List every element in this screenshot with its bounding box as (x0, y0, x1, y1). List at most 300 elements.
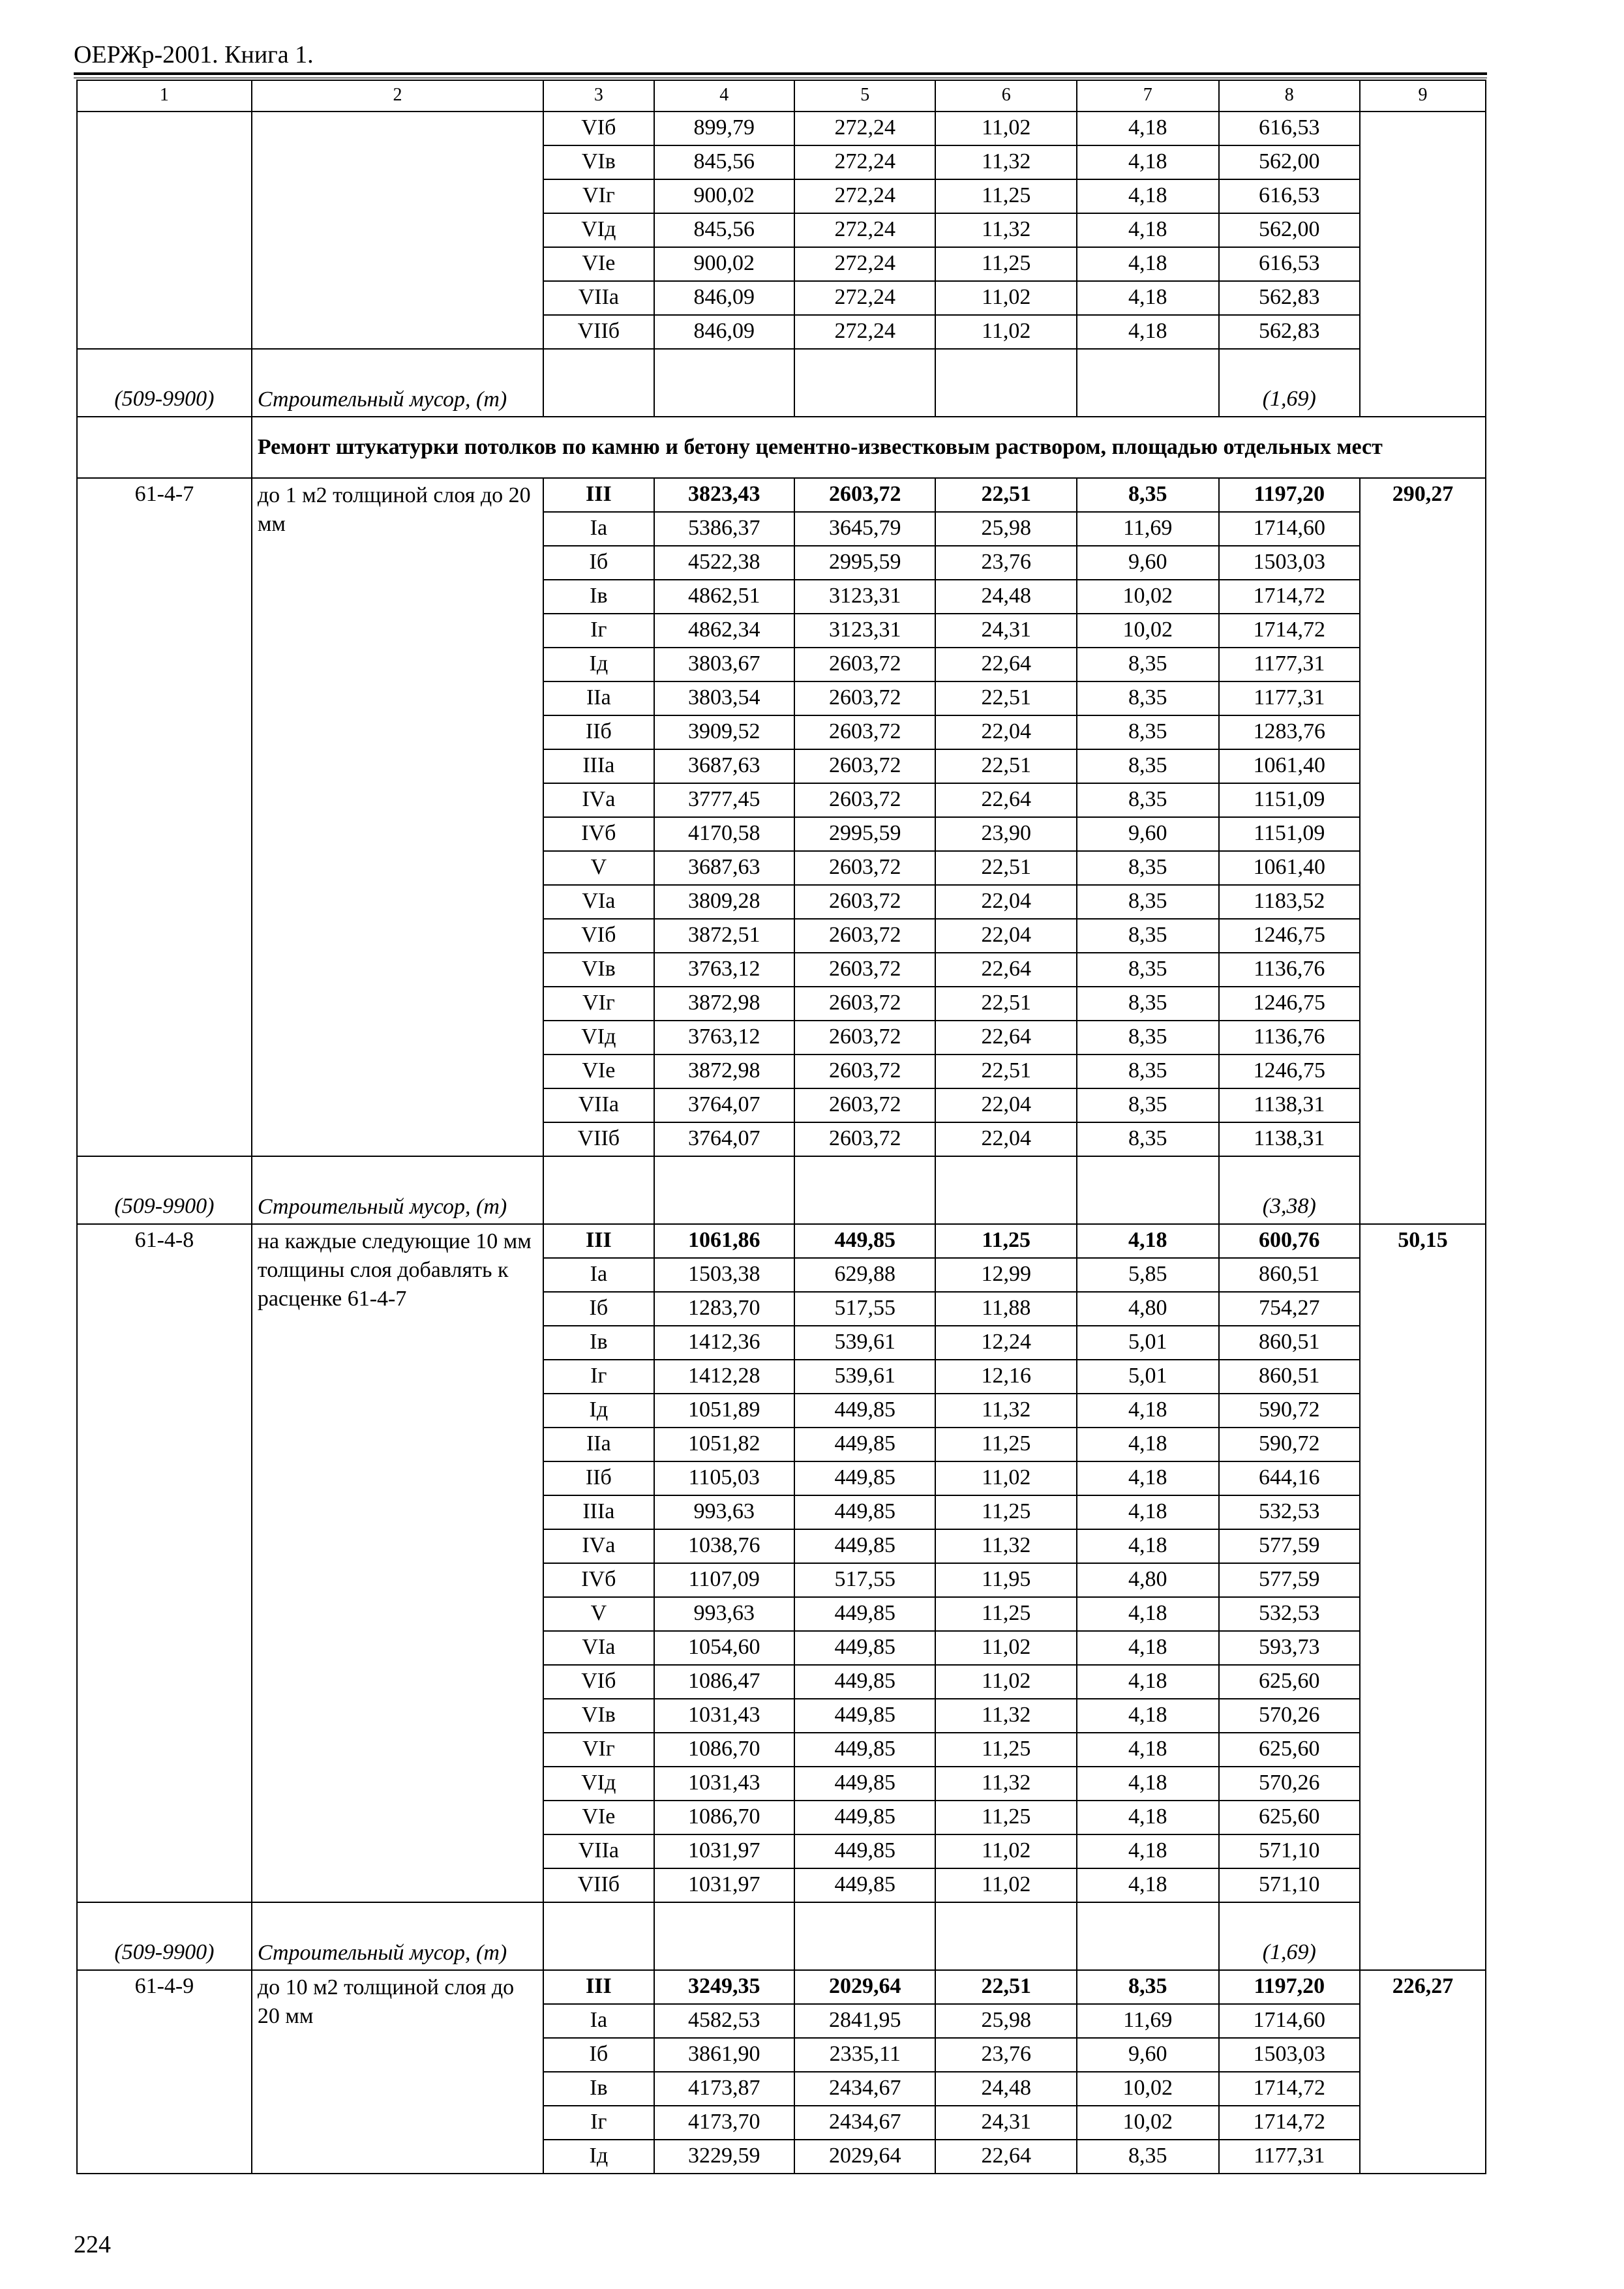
value-cell: 1151,09 (1219, 783, 1361, 817)
value-cell: 577,59 (1219, 1529, 1361, 1563)
value-cell: 3249,35 (654, 1970, 794, 2004)
empty-cell (1077, 1902, 1219, 1970)
value-cell: 1136,76 (1219, 1021, 1361, 1055)
value-cell: 4,18 (1077, 247, 1219, 281)
empty-cell (794, 1902, 936, 1970)
header-rule-thick (74, 72, 1487, 75)
value-cell: 1183,52 (1219, 885, 1361, 919)
value-cell: 600,76 (1219, 1224, 1361, 1258)
value-cell: 22,51 (935, 1970, 1077, 2004)
value-cell: 4522,38 (654, 546, 794, 580)
waste-row (77, 1156, 1486, 1224)
value-cell: 22,51 (935, 681, 1077, 715)
zone-cell: VIе (543, 1801, 654, 1834)
zone-cell: VIд (543, 1767, 654, 1801)
empty-cell (543, 349, 654, 417)
item-name: до 10 м2 толщиной слоя до 20 мм (252, 1970, 543, 2174)
value-cell: 4,18 (1077, 1767, 1219, 1801)
section-title: Ремонт штукатурки потолков по камню и бетону цементно-известковым раствором, площадью отдельных мест (252, 417, 1486, 478)
value-cell: 2603,72 (794, 1088, 936, 1122)
value-cell: 449,85 (794, 1461, 936, 1495)
value-cell: 449,85 (794, 1699, 936, 1733)
value-cell: 8,35 (1077, 478, 1219, 512)
value-cell: 4,18 (1077, 1699, 1219, 1733)
value-cell: 272,24 (794, 315, 936, 349)
value-cell: 11,02 (935, 281, 1077, 315)
zone-cell: VIе (543, 247, 654, 281)
value-cell: 11,25 (935, 1733, 1077, 1767)
value-cell: 4,18 (1077, 1665, 1219, 1699)
value-cell: 8,35 (1077, 1021, 1219, 1055)
value-cell: 4170,58 (654, 817, 794, 851)
value-cell: 2434,67 (794, 2106, 936, 2140)
value-cell: 625,60 (1219, 1733, 1361, 1767)
zone-cell: Iб (543, 1292, 654, 1326)
value-cell: 616,53 (1219, 179, 1361, 213)
table-row (77, 1970, 1486, 2004)
value-cell: 1086,47 (654, 1665, 794, 1699)
value-cell: 11,88 (935, 1292, 1077, 1326)
zone-cell: VIв (543, 145, 654, 179)
value-cell: 1031,43 (654, 1699, 794, 1733)
value-cell: 3823,43 (654, 478, 794, 512)
item-code: 61-4-9 (77, 1970, 252, 2174)
value-cell: 845,56 (654, 213, 794, 247)
value-cell: 11,32 (935, 1699, 1077, 1733)
value-cell: 22,51 (935, 478, 1077, 512)
value-cell: 3763,12 (654, 1021, 794, 1055)
value-cell: 532,53 (1219, 1597, 1361, 1631)
value-cell: 3777,45 (654, 783, 794, 817)
value-cell: 10,02 (1077, 2072, 1219, 2106)
value-cell: 1714,72 (1219, 580, 1361, 614)
value-cell: 3764,07 (654, 1122, 794, 1156)
zone-cell: Iа (543, 1258, 654, 1292)
zone-cell: V (543, 1597, 654, 1631)
value-cell: 4,18 (1077, 213, 1219, 247)
value-cell: 272,24 (794, 247, 936, 281)
value-cell: 1038,76 (654, 1529, 794, 1563)
zone-cell: IVб (543, 1563, 654, 1597)
value-cell: 1177,31 (1219, 2140, 1361, 2174)
value-cell: 3872,98 (654, 987, 794, 1021)
value-cell: 8,35 (1077, 1088, 1219, 1122)
col9-cell (1360, 112, 1486, 417)
value-cell: 4,18 (1077, 1868, 1219, 1902)
waste-code: (509-9900) (77, 1156, 252, 1224)
column-header: 3 (543, 80, 654, 112)
zone-cell: VIб (543, 112, 654, 145)
empty-cell (654, 349, 794, 417)
value-cell: 3809,28 (654, 885, 794, 919)
zone-cell: III (543, 478, 654, 512)
value-cell: 4,18 (1077, 315, 1219, 349)
value-cell: 449,85 (794, 1733, 936, 1767)
value-cell: 845,56 (654, 145, 794, 179)
value-cell: 1107,09 (654, 1563, 794, 1597)
value-cell: 11,02 (935, 315, 1077, 349)
empty-cell (1077, 1156, 1219, 1224)
name-cell (252, 112, 543, 349)
zone-cell: V (543, 851, 654, 885)
value-cell: 449,85 (794, 1834, 936, 1868)
zone-cell: III (543, 1970, 654, 2004)
empty-cell (794, 1156, 936, 1224)
value-cell: 4,18 (1077, 1801, 1219, 1834)
value-cell: 22,04 (935, 1088, 1077, 1122)
value-cell: 8,35 (1077, 1970, 1219, 2004)
value-cell: 3909,52 (654, 715, 794, 749)
document-header: ОЕРЖр-2001. Книга 1. (74, 41, 314, 68)
value-cell: 272,24 (794, 145, 936, 179)
value-cell: 1503,03 (1219, 546, 1361, 580)
value-cell: 22,64 (935, 953, 1077, 987)
value-cell: 22,04 (935, 1122, 1077, 1156)
value-cell: 2603,72 (794, 681, 936, 715)
value-cell: 11,32 (935, 1529, 1077, 1563)
value-cell: 449,85 (794, 1394, 936, 1428)
zone-cell: Iб (543, 546, 654, 580)
value-cell: 5,85 (1077, 1258, 1219, 1292)
value-cell: 571,10 (1219, 1868, 1361, 1902)
value-cell: 2603,72 (794, 783, 936, 817)
zone-cell: VIд (543, 213, 654, 247)
value-cell: 11,02 (935, 1834, 1077, 1868)
value-cell: 12,99 (935, 1258, 1077, 1292)
value-cell: 3645,79 (794, 512, 936, 546)
table-body (77, 80, 1486, 2174)
value-cell: 11,25 (935, 1801, 1077, 1834)
value-cell: 539,61 (794, 1360, 936, 1394)
value-cell: 4,80 (1077, 1563, 1219, 1597)
zone-cell: VIг (543, 987, 654, 1021)
value-cell: 2603,72 (794, 648, 936, 681)
value-cell: 10,02 (1077, 2106, 1219, 2140)
value-cell: 11,69 (1077, 2004, 1219, 2038)
value-cell: 22,64 (935, 783, 1077, 817)
zone-cell: Iб (543, 2038, 654, 2072)
value-cell: 4,18 (1077, 1394, 1219, 1428)
value-cell: 1177,31 (1219, 648, 1361, 681)
value-cell: 449,85 (794, 1597, 936, 1631)
value-cell: 2434,67 (794, 2072, 936, 2106)
value-cell: 2029,64 (794, 1970, 936, 2004)
value-cell: 1051,82 (654, 1428, 794, 1461)
value-cell: 562,00 (1219, 213, 1361, 247)
value-cell: 590,72 (1219, 1428, 1361, 1461)
item-col9: 226,27 (1360, 1970, 1486, 2174)
zone-cell: IIа (543, 1428, 654, 1461)
value-cell: 4,18 (1077, 1461, 1219, 1495)
value-cell: 449,85 (794, 1665, 936, 1699)
value-cell: 449,85 (794, 1631, 936, 1665)
value-cell: 24,48 (935, 2072, 1077, 2106)
zone-cell: Iд (543, 648, 654, 681)
value-cell: 4862,34 (654, 614, 794, 648)
value-cell: 900,02 (654, 247, 794, 281)
table-row (77, 1224, 1486, 1258)
value-cell: 2603,72 (794, 851, 936, 885)
value-cell: 3229,59 (654, 2140, 794, 2174)
zone-cell: III (543, 1224, 654, 1258)
value-cell: 1714,60 (1219, 2004, 1361, 2038)
zone-cell: VIIа (543, 1834, 654, 1868)
value-cell: 3123,31 (794, 614, 936, 648)
empty-cell (935, 1156, 1077, 1224)
zone-cell: VIг (543, 179, 654, 213)
zone-cell: VIв (543, 953, 654, 987)
item-col9: 50,15 (1360, 1224, 1486, 1970)
value-cell: 3803,67 (654, 648, 794, 681)
value-cell: 9,60 (1077, 2038, 1219, 2072)
value-cell: 1503,03 (1219, 2038, 1361, 2072)
item-col9: 290,27 (1360, 478, 1486, 1224)
zone-cell: IVа (543, 1529, 654, 1563)
value-cell: 22,51 (935, 1055, 1077, 1088)
value-cell: 1246,75 (1219, 987, 1361, 1021)
value-cell: 993,63 (654, 1597, 794, 1631)
value-cell: 4173,70 (654, 2106, 794, 2140)
value-cell: 616,53 (1219, 247, 1361, 281)
value-cell: 5,01 (1077, 1326, 1219, 1360)
zone-cell: IIб (543, 715, 654, 749)
value-cell: 1054,60 (654, 1631, 794, 1665)
value-cell: 3861,90 (654, 2038, 794, 2072)
value-cell: 5386,37 (654, 512, 794, 546)
zone-cell: IIб (543, 1461, 654, 1495)
value-cell: 571,10 (1219, 1834, 1361, 1868)
table-row (77, 478, 1486, 512)
value-cell: 562,83 (1219, 281, 1361, 315)
value-cell: 24,31 (935, 614, 1077, 648)
empty-cell (935, 349, 1077, 417)
value-cell: 1138,31 (1219, 1122, 1361, 1156)
section-row (77, 417, 1486, 478)
value-cell: 4173,87 (654, 2072, 794, 2106)
column-header-row (77, 80, 1486, 112)
value-cell: 12,24 (935, 1326, 1077, 1360)
zone-cell: VIIб (543, 1868, 654, 1902)
value-cell: 3872,98 (654, 1055, 794, 1088)
page-number: 224 (74, 2231, 111, 2258)
column-header: 4 (654, 80, 794, 112)
value-cell: 2603,72 (794, 1122, 936, 1156)
zone-cell: Iд (543, 1394, 654, 1428)
value-cell: 517,55 (794, 1292, 936, 1326)
value-cell: 11,02 (935, 1461, 1077, 1495)
empty-cell (794, 349, 936, 417)
value-cell: 860,51 (1219, 1360, 1361, 1394)
value-cell: 1714,72 (1219, 2106, 1361, 2140)
value-cell: 449,85 (794, 1767, 936, 1801)
value-cell: 25,98 (935, 2004, 1077, 2038)
value-cell: 562,00 (1219, 145, 1361, 179)
value-cell: 272,24 (794, 112, 936, 145)
column-header: 7 (1077, 80, 1219, 112)
value-cell: 11,32 (935, 145, 1077, 179)
value-cell: 11,25 (935, 179, 1077, 213)
value-cell: 10,02 (1077, 580, 1219, 614)
value-cell: 2603,72 (794, 919, 936, 953)
value-cell: 539,61 (794, 1326, 936, 1360)
value-cell: 5,01 (1077, 1360, 1219, 1394)
value-cell: 449,85 (794, 1801, 936, 1834)
value-cell: 23,90 (935, 817, 1077, 851)
value-cell: 11,69 (1077, 512, 1219, 546)
item-code: 61-4-8 (77, 1224, 252, 1902)
zone-cell: VIа (543, 1631, 654, 1665)
zone-cell: VIIа (543, 1088, 654, 1122)
value-cell: 1031,43 (654, 1767, 794, 1801)
zone-cell: VIб (543, 919, 654, 953)
value-cell: 577,59 (1219, 1563, 1361, 1597)
value-cell: 25,98 (935, 512, 1077, 546)
value-cell: 11,02 (935, 1631, 1077, 1665)
waste-name: Строительный мусор, (т) (252, 1156, 543, 1224)
value-cell: 562,83 (1219, 315, 1361, 349)
zone-cell: VIг (543, 1733, 654, 1767)
zone-cell: VIд (543, 1021, 654, 1055)
value-cell: 2603,72 (794, 1021, 936, 1055)
value-cell: 846,09 (654, 315, 794, 349)
value-cell: 4,18 (1077, 1733, 1219, 1767)
value-cell: 993,63 (654, 1495, 794, 1529)
value-cell: 4,18 (1077, 1224, 1219, 1258)
empty-cell (654, 1156, 794, 1224)
value-cell: 1246,75 (1219, 1055, 1361, 1088)
item-name: до 1 м2 толщиной слоя до 20 мм (252, 478, 543, 1156)
value-cell: 860,51 (1219, 1258, 1361, 1292)
zone-cell: Iг (543, 1360, 654, 1394)
value-cell: 4,18 (1077, 1631, 1219, 1665)
value-cell: 3763,12 (654, 953, 794, 987)
value-cell: 8,35 (1077, 851, 1219, 885)
value-cell: 4,18 (1077, 145, 1219, 179)
column-header: 1 (77, 80, 252, 112)
value-cell: 1283,76 (1219, 715, 1361, 749)
value-cell: 2335,11 (794, 2038, 936, 2072)
value-cell: 8,35 (1077, 953, 1219, 987)
value-cell: 570,26 (1219, 1699, 1361, 1733)
value-cell: 4,18 (1077, 1529, 1219, 1563)
value-cell: 4,18 (1077, 1597, 1219, 1631)
value-cell: 1412,28 (654, 1360, 794, 1394)
empty-cell (654, 1902, 794, 1970)
value-cell: 22,64 (935, 648, 1077, 681)
value-cell: 1051,89 (654, 1394, 794, 1428)
zone-cell: Iг (543, 614, 654, 648)
value-cell: 625,60 (1219, 1801, 1361, 1834)
value-cell: 2029,64 (794, 2140, 936, 2174)
zone-cell: IIIа (543, 1495, 654, 1529)
zone-cell: IIIа (543, 749, 654, 783)
value-cell: 1246,75 (1219, 919, 1361, 953)
value-cell: 3872,51 (654, 919, 794, 953)
value-cell: 1136,76 (1219, 953, 1361, 987)
value-cell: 8,35 (1077, 783, 1219, 817)
value-cell: 1086,70 (654, 1801, 794, 1834)
value-cell: 11,25 (935, 1597, 1077, 1631)
waste-value: (1,69) (1219, 349, 1361, 417)
value-cell: 2995,59 (794, 546, 936, 580)
value-cell: 11,25 (935, 1224, 1077, 1258)
waste-row (77, 349, 1486, 417)
value-cell: 22,64 (935, 2140, 1077, 2174)
zone-cell: VIб (543, 1665, 654, 1699)
value-cell: 8,35 (1077, 885, 1219, 919)
value-cell: 517,55 (794, 1563, 936, 1597)
waste-code: (509-9900) (77, 349, 252, 417)
value-cell: 2603,72 (794, 478, 936, 512)
value-cell: 1086,70 (654, 1733, 794, 1767)
empty-cell (543, 1902, 654, 1970)
value-cell: 11,32 (935, 1767, 1077, 1801)
waste-name: Строительный мусор, (т) (252, 349, 543, 417)
value-cell: 22,64 (935, 1021, 1077, 1055)
value-cell: 1714,60 (1219, 512, 1361, 546)
value-cell: 8,35 (1077, 749, 1219, 783)
value-cell: 4,18 (1077, 281, 1219, 315)
value-cell: 1061,40 (1219, 749, 1361, 783)
value-cell: 23,76 (935, 2038, 1077, 2072)
value-cell: 9,60 (1077, 817, 1219, 851)
zone-cell: Iв (543, 1326, 654, 1360)
zone-cell: IIа (543, 681, 654, 715)
value-cell: 570,26 (1219, 1767, 1361, 1801)
value-cell: 22,51 (935, 749, 1077, 783)
value-cell: 22,04 (935, 715, 1077, 749)
zone-cell: VIIб (543, 315, 654, 349)
zone-cell: VIа (543, 885, 654, 919)
zone-cell: IVа (543, 783, 654, 817)
value-cell: 8,35 (1077, 919, 1219, 953)
value-cell: 1197,20 (1219, 478, 1361, 512)
value-cell: 4,18 (1077, 179, 1219, 213)
value-cell: 449,85 (794, 1224, 936, 1258)
zone-cell: Iа (543, 512, 654, 546)
value-cell: 11,25 (935, 1495, 1077, 1529)
value-cell: 8,35 (1077, 648, 1219, 681)
value-cell: 1283,70 (654, 1292, 794, 1326)
value-cell: 3803,54 (654, 681, 794, 715)
zone-cell: VIе (543, 1055, 654, 1088)
value-cell: 2603,72 (794, 885, 936, 919)
column-header: 2 (252, 80, 543, 112)
value-cell: 4,18 (1077, 112, 1219, 145)
value-cell: 9,60 (1077, 546, 1219, 580)
value-cell: 2995,59 (794, 817, 936, 851)
value-cell: 1714,72 (1219, 614, 1361, 648)
value-cell: 8,35 (1077, 1055, 1219, 1088)
value-cell: 3687,63 (654, 851, 794, 885)
column-header: 5 (794, 80, 936, 112)
value-cell: 8,35 (1077, 987, 1219, 1021)
value-cell: 846,09 (654, 281, 794, 315)
waste-row (77, 1902, 1486, 1970)
value-cell: 644,16 (1219, 1461, 1361, 1495)
column-header: 8 (1219, 80, 1361, 112)
value-cell: 8,35 (1077, 1122, 1219, 1156)
waste-value: (3,38) (1219, 1156, 1361, 1224)
waste-value: (1,69) (1219, 1902, 1361, 1970)
value-cell: 2603,72 (794, 987, 936, 1021)
value-cell: 1031,97 (654, 1834, 794, 1868)
value-cell: 22,04 (935, 919, 1077, 953)
waste-name: Строительный мусор, (т) (252, 1902, 543, 1970)
value-cell: 272,24 (794, 281, 936, 315)
value-cell: 11,25 (935, 1428, 1077, 1461)
value-cell: 12,16 (935, 1360, 1077, 1394)
